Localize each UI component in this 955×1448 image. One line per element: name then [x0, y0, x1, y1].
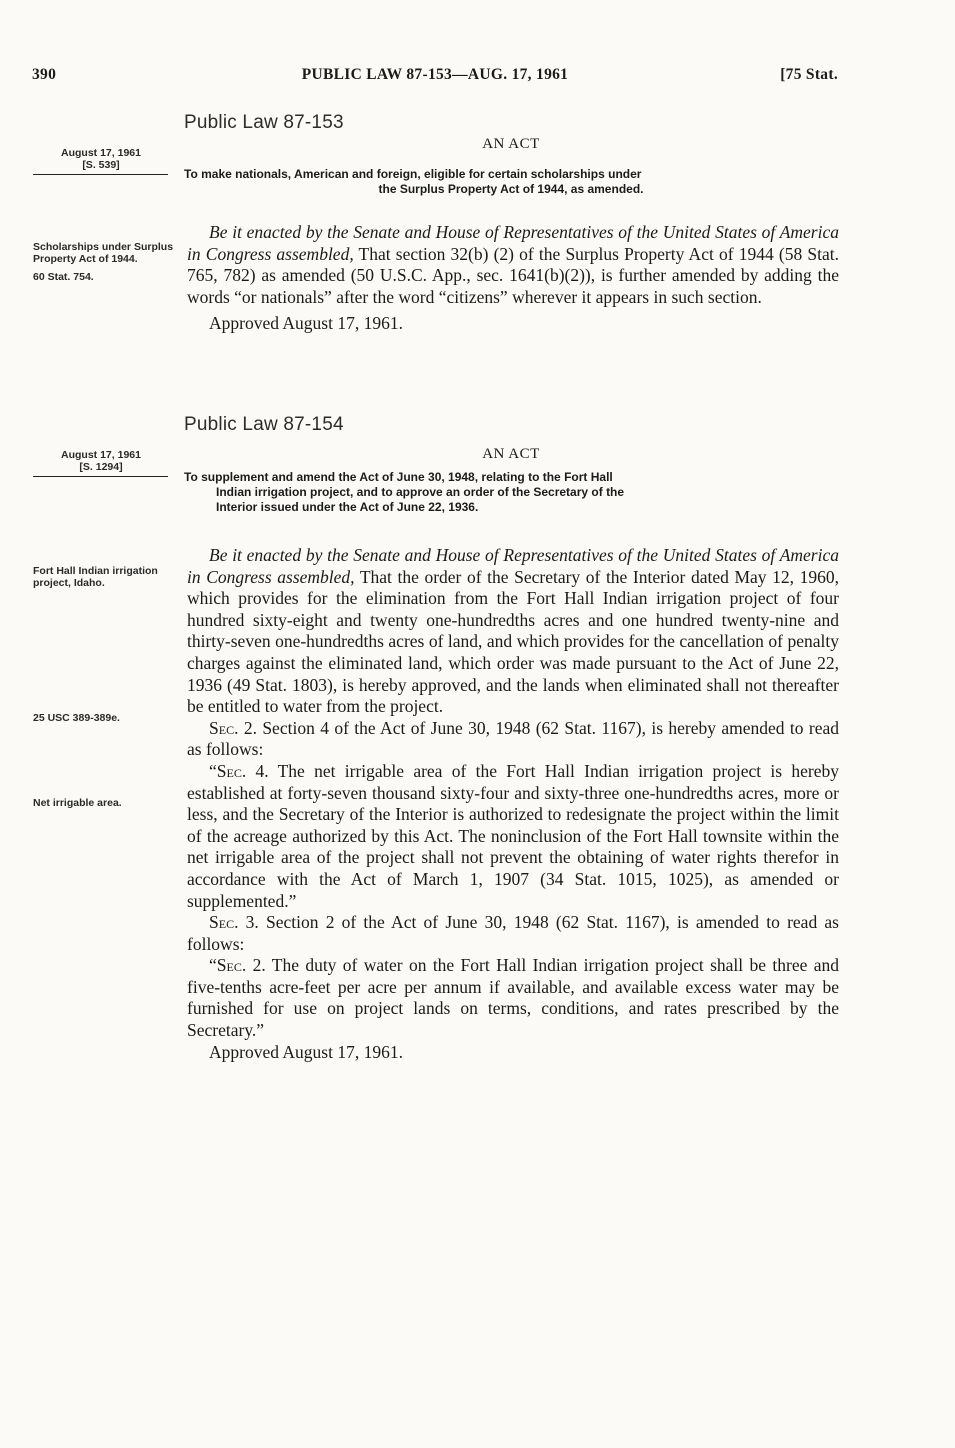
law2-purpose-line-1: To supplement and amend the Act of June 30, 1948, relating to the Fort Hall [184, 470, 613, 484]
page-number: 390 [32, 66, 57, 83]
header-title: PUBLIC LAW 87-153—AUG. 17, 1961 [301, 66, 569, 83]
running-header [32, 66, 838, 88]
law1-margin-bill: [S. 539] [82, 159, 120, 171]
law2-section-2 [187, 718, 839, 761]
law2-margin-note-3: Net irrigable area. [33, 797, 122, 809]
law2-sec3-quote-label: “Sec. 2. [209, 955, 266, 976]
law2-purpose [184, 470, 838, 515]
law1-approved: Approved August 17, 1961. [209, 313, 403, 334]
law1-title: Public Law 87-153 [184, 112, 344, 133]
law2-section-3-quote [187, 955, 839, 1041]
law2-sec3-text: Section 2 of the Act of June 30, 1948 (62 Stat. 1167), is amended to read as follows: [187, 912, 839, 954]
header-volume: [75 Stat. [780, 66, 838, 83]
law2-section-3 [187, 912, 839, 955]
law2-approved: Approved August 17, 1961. [209, 1041, 403, 1062]
law1-margin-note-1: Scholarships under Surplus Property Act of 1944. [33, 241, 174, 265]
law2-purpose-line-2: Indian irrigation project, and to approve an order of the Secretary of the [216, 485, 625, 499]
law2-margin-date-block [33, 449, 173, 477]
law2-an-act: AN ACT [482, 446, 540, 462]
law2-margin-note-2: 25 USC 389-389e. [33, 712, 120, 724]
law1-margin-note-2: 60 Stat. 754. [33, 271, 94, 283]
margin-divider [33, 476, 168, 477]
law1-section-text: That section 32(b) (2) of the Surplus Property Act of 1944 (58 Stat. 765, 782) as amended (50 U.S.C. App., sec. 1641(b)(2)), is further amended by adding the words “or nationals” after the word “citizens” wherever it appears in such section. [187, 243, 839, 307]
law2-margin-note-1: Fort Hall Indian irrigation project, Idaho. [33, 565, 158, 589]
law2-margin-bill: [S. 1294] [79, 461, 123, 473]
law1-purpose [184, 167, 838, 197]
law1-enacting-clause: Be it enacted by the Senate and House of Representatives of the United States of America in Congress assembled, [187, 222, 839, 264]
law1-purpose-line-2: the Surplus Property Act of 1944, as amended. [378, 182, 644, 196]
law2-section-2-quote [187, 761, 839, 912]
law2-sec2-text: Section 4 of the Act of June 30, 1948 (62 Stat. 1167), is hereby amended to read as follows: [187, 717, 839, 760]
law2-sec2-quote-text: The net irrigable area of the Fort Hall Indian irrigation project is hereby established at forty-seven thousand sixty-four and sixty-three one-hundredths acres, more or less, and the Secretary of the Interior is authorized to redesignate the project within the limit of the acreage authorized by this Act. The noninclusion of the Fort Hall townsite within the net irrigable area of the project shall not prevent the obtaining of water rights therefor in accordance with the Act of March 1, 1907 (34 Stat. 1015, 1025), as amended or supplemented.” [187, 760, 839, 911]
law2-margin-date: August 17, 1961 [61, 449, 141, 461]
law1-an-act: AN ACT [482, 136, 540, 152]
law1-body [187, 222, 839, 335]
law2-sec3-label: Sec. 3. [209, 912, 259, 933]
law2-body [187, 545, 839, 1063]
law2-sec2-quote-label: “Sec. 4. [209, 760, 269, 781]
law1-margin-note [33, 241, 175, 283]
law2-section-1 [187, 545, 839, 718]
law1-purpose-line-1: To make nationals, American and foreign, eligible for certain scholarships under [184, 167, 642, 181]
law1-margin-date: August 17, 1961 [61, 147, 141, 159]
law1-section [187, 222, 839, 308]
law2-title: Public Law 87-154 [184, 414, 344, 435]
law2-section-1-text: That the order of the Secretary of the Interior dated May 12, 1960, which provides for the elimination from the Fort Hall Indian irrigation project of four hundred sixty-eight and twenty one-hundredths acres and one hundred twenty-nine and thirty-seven one-hundredths acres of land, and which provides for the cancellation of penalty charges against the eliminated land, which order was made pursuant to the Act of June 22, 1936 (49 Stat. 1803), is hereby approved, and the lands when eliminated shall not thereafter be entitled to water from the project. [187, 566, 839, 717]
law2-enacting-clause: Be it enacted by the Senate and House of Representatives of the United States of America in Congress assembled, [187, 545, 839, 587]
margin-divider [33, 174, 168, 175]
law2-sec3-quote-text: The duty of water on the Fort Hall Indian irrigation project shall be three and five-tenths acre-feet per acre per annum if available, and available excess water may be furnished for use on project lands on terms, conditions, and rates prescribed by the Secretary.” [187, 955, 839, 1041]
law1-margin-date-block [33, 147, 173, 175]
law2-sec2-label: Sec. 2. [209, 717, 257, 738]
law2-purpose-line-3: Interior issued under the Act of June 22, 1936. [216, 500, 479, 514]
